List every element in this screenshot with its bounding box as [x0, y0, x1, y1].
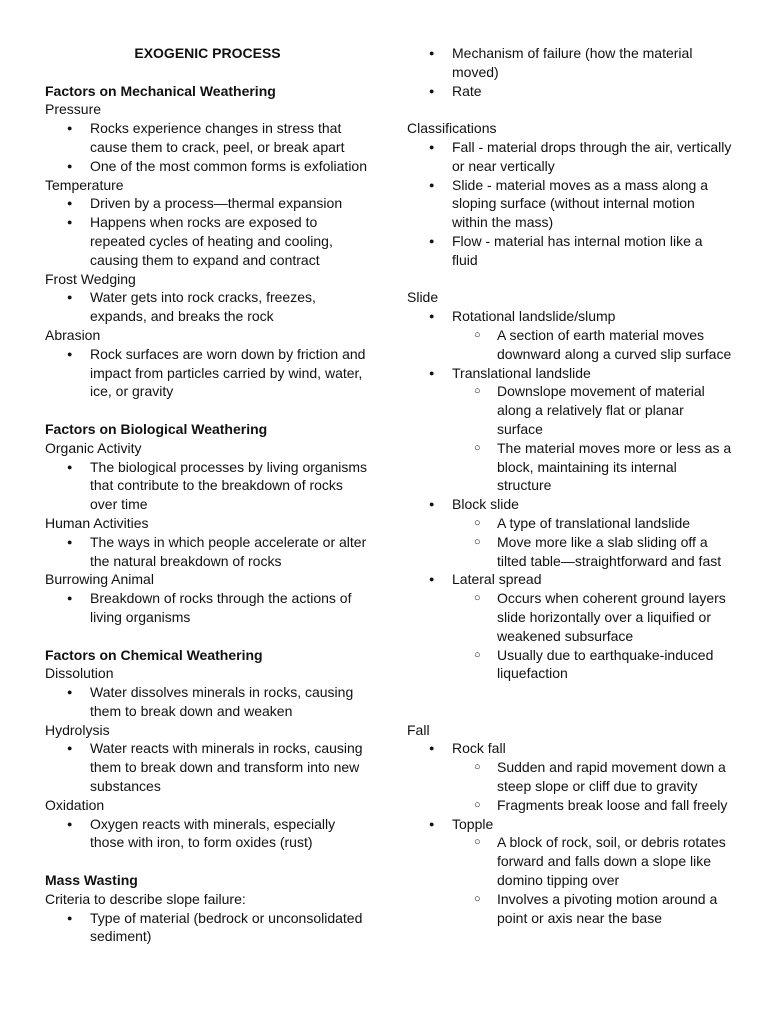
topple-label: Topple	[452, 815, 494, 832]
block-slide-label: Block slide	[452, 496, 519, 513]
right-column	[407, 44, 732, 927]
pressure-list	[45, 119, 370, 175]
list-item: ● Breakdown of rocks through the actions of living organisms	[45, 589, 370, 627]
list-item: ● The ways in which people accelerate or alter the natural breakdown of rocks	[45, 533, 370, 571]
list-item: ● Happens when rocks are exposed to repeated cycles of heating and cooling, causing them to expand and contract	[45, 213, 370, 269]
page-title: EXOGENIC PROCESS	[134, 45, 281, 61]
criteria-list-continued	[407, 44, 732, 100]
oxidation-label: Oxidation	[45, 796, 105, 813]
human-activities-list	[45, 533, 370, 571]
organic-activity-list	[45, 458, 370, 514]
list-item: ○ Sudden and rapid movement down a steep slope or cliff due to gravity	[452, 758, 732, 796]
list-item: ● Rock surfaces are worn down by friction and impact from particles carried by wind, water, ice, or gravity	[45, 345, 370, 401]
oxidation-list	[45, 815, 370, 853]
classifications-list	[407, 138, 732, 270]
dissolution-list	[45, 683, 370, 721]
frost-wedging-list	[45, 288, 370, 326]
rock-fall-sublist	[452, 758, 732, 814]
list-item: ● Mechanism of failure (how the material moved)	[407, 44, 732, 82]
criteria-label: Criteria to describe slope failure:	[45, 890, 246, 907]
list-item: ● Oxygen reacts with minerals, especially those with iron, to form oxides (rust)	[45, 815, 370, 853]
abrasion-label: Abrasion	[45, 326, 101, 343]
list-item: ○ Downslope movement of material along a relatively flat or planar surface	[452, 382, 732, 438]
list-item	[407, 364, 732, 496]
hydrolysis-list	[45, 739, 370, 795]
criteria-list	[45, 909, 370, 947]
dissolution-label: Dissolution	[45, 665, 114, 682]
temperature-label: Temperature	[45, 176, 124, 193]
chemical-heading: Factors on Chemical Weathering	[45, 646, 263, 663]
biological-heading: Factors on Biological Weathering	[45, 420, 268, 437]
lateral-spread-label: Lateral spread	[452, 571, 542, 588]
list-item	[407, 739, 732, 814]
list-item: ● Water reacts with minerals in rocks, causing them to break down and transform into new substances	[45, 739, 370, 795]
list-item: ● Water dissolves minerals in rocks, causing them to break down and weaken	[45, 683, 370, 721]
slide-list	[407, 307, 732, 683]
fall-list	[407, 739, 732, 927]
list-item: ● Water gets into rock cracks, freezes, expands, and breaks the rock	[45, 288, 370, 326]
translational-landslide-label: Translational landslide	[452, 364, 591, 381]
list-item: ● Flow - material has internal motion like a fluid	[407, 232, 732, 270]
slide-label: Slide	[407, 289, 439, 306]
list-item: ○ Fragments break loose and fall freely	[452, 796, 732, 815]
list-item: ● Type of material (bedrock or unconsolidated sediment)	[45, 909, 370, 947]
rotational-landslide-sublist	[452, 326, 732, 364]
list-item: ● Fall - material drops through the air, vertically or near vertically	[407, 138, 732, 176]
list-item: ● Rate	[407, 82, 732, 101]
translational-landslide-sublist	[452, 382, 732, 495]
lateral-spread-sublist	[452, 589, 732, 683]
rock-fall-label: Rock fall	[452, 740, 506, 757]
list-item: ○ A section of earth material moves downward along a curved slip surface	[452, 326, 732, 364]
list-item	[407, 307, 732, 363]
left-column	[45, 44, 370, 946]
mass-wasting-heading: Mass Wasting	[45, 872, 138, 889]
list-item: ● The biological processes by living organisms that contribute to the breakdown of rocks over time	[45, 458, 370, 514]
list-item: ● Slide - material moves as a mass along a sloping surface (without internal motion within the mass)	[407, 176, 732, 232]
list-item: ○ A block of rock, soil, or debris rotates forward and falls down a slope like domino tipping over	[452, 833, 732, 889]
burrowing-animal-label: Burrowing Animal	[45, 571, 154, 588]
rotational-landslide-label: Rotational landslide/slump	[452, 308, 616, 325]
list-item	[407, 570, 732, 683]
organic-activity-label: Organic Activity	[45, 439, 142, 456]
mechanical-heading: Factors on Mechanical Weathering	[45, 82, 276, 99]
list-item: ○ Involves a pivoting motion around a point or axis near the base	[452, 890, 732, 928]
list-item: ○ Occurs when coherent ground layers slide horizontally over a liquified or weakened subsurface	[452, 589, 732, 645]
hydrolysis-label: Hydrolysis	[45, 721, 110, 738]
topple-sublist	[452, 833, 732, 927]
list-item: ○ The material moves more or less as a block, maintaining its internal structure	[452, 439, 732, 495]
temperature-list	[45, 194, 370, 269]
block-slide-sublist	[452, 514, 732, 570]
list-item: ○ A type of translational landslide	[452, 514, 732, 533]
human-activities-label: Human Activities	[45, 514, 149, 531]
list-item	[407, 815, 732, 928]
abrasion-list	[45, 345, 370, 401]
pressure-label: Pressure	[45, 101, 102, 118]
list-item: ● One of the most common forms is exfoliation	[45, 157, 370, 176]
list-item: ● Driven by a process—thermal expansion	[45, 194, 370, 213]
list-item: ● Rocks experience changes in stress that cause them to crack, peel, or break apart	[45, 119, 370, 157]
frost-wedging-label: Frost Wedging	[45, 270, 136, 287]
burrowing-animal-list	[45, 589, 370, 627]
list-item: ○ Move more like a slab sliding off a tilted table—straightforward and fast	[452, 533, 732, 571]
classifications-label: Classifications	[407, 120, 497, 137]
fall-label: Fall	[407, 721, 430, 738]
list-item: ○ Usually due to earthquake-induced liquefaction	[452, 646, 732, 684]
list-item	[407, 495, 732, 570]
